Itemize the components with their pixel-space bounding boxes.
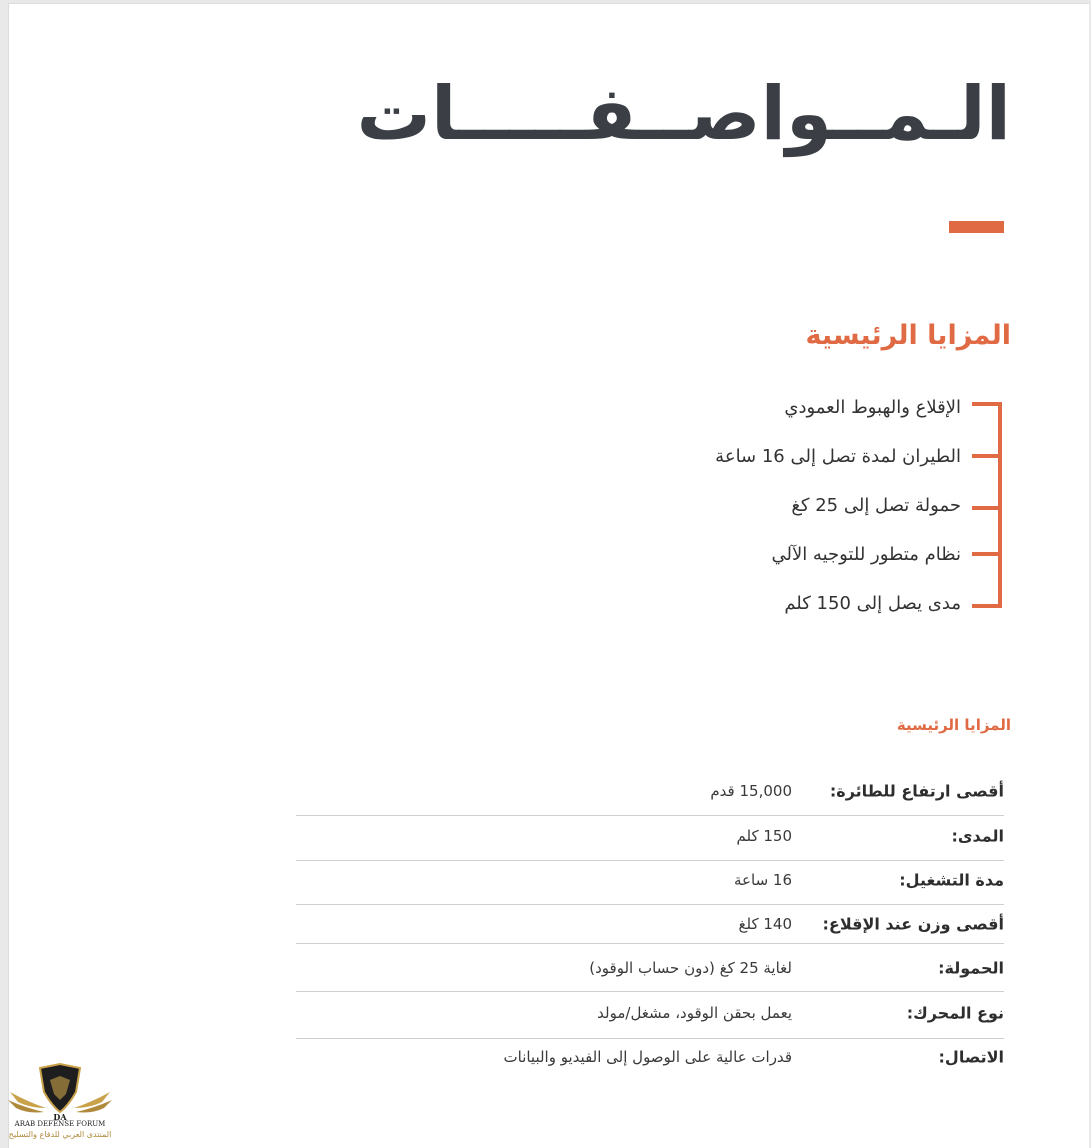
spec-value: 15,000 قدم — [710, 782, 792, 800]
spec-value: لغاية 25 كغ (دون حساب الوقود) — [589, 959, 792, 977]
feature-item: حمولة تصل إلى 25 كغ — [791, 495, 961, 516]
spec-label: أقصى وزن عند الإقلاع: — [822, 914, 1004, 934]
logo-monogram: DA — [53, 1112, 67, 1122]
spec-value: قدرات عالية على الوصول إلى الفيديو والبيانات — [503, 1048, 792, 1066]
spec-value: 16 ساعة — [734, 871, 792, 889]
spec-label: الاتصال: — [938, 1047, 1004, 1067]
feature-item: نظام متطور للتوجيه الآلي — [771, 544, 961, 565]
spec-value: يعمل بحقن الوقود، مشغل/مولد — [597, 1004, 792, 1022]
feature-tick — [972, 506, 1000, 510]
spec-label: نوع المحرك: — [906, 1003, 1004, 1023]
feature-tick — [972, 454, 1000, 458]
spec-value: 140 كلغ — [738, 915, 792, 933]
feature-item: الطيران لمدة تصل إلى 16 ساعة — [715, 446, 961, 467]
specs-heading: المزايا الرئيسية — [896, 716, 1011, 734]
feature-tick — [972, 402, 1000, 406]
spec-divider — [296, 943, 1004, 944]
spec-label: الحمولة: — [938, 958, 1004, 978]
feature-item: مدى يصل إلى 150 كلم — [784, 593, 961, 614]
spec-row — [296, 993, 1004, 1033]
logo-name-en: ARAB DEFENSE FORUM — [14, 1120, 106, 1128]
spec-value: 150 كلم — [736, 827, 792, 845]
feature-item: الإقلاع والهبوط العمودي — [784, 397, 961, 418]
spec-row — [296, 948, 1004, 988]
spec-row — [296, 904, 1004, 944]
spec-label: أقصى ارتفاع للطائرة: — [829, 781, 1004, 801]
spec-label: مدة التشغيل: — [899, 870, 1004, 890]
features-bracket — [998, 402, 1002, 608]
logo-name-ar: المنتدى العربي للدفاع والتسليح — [8, 1130, 112, 1139]
feature-tick — [972, 604, 1000, 608]
page-title: الـمــواصــفـــــات — [356, 71, 1011, 157]
spec-divider — [296, 991, 1004, 992]
spec-row — [296, 1037, 1004, 1077]
spec-row — [296, 816, 1004, 856]
spec-label: المدى: — [951, 826, 1004, 846]
features-heading: المزايا الرئيسية — [805, 320, 1011, 351]
title-accent-bar — [949, 221, 1004, 233]
spec-row — [296, 860, 1004, 900]
feature-tick — [972, 552, 1000, 556]
spec-row — [296, 771, 1004, 811]
